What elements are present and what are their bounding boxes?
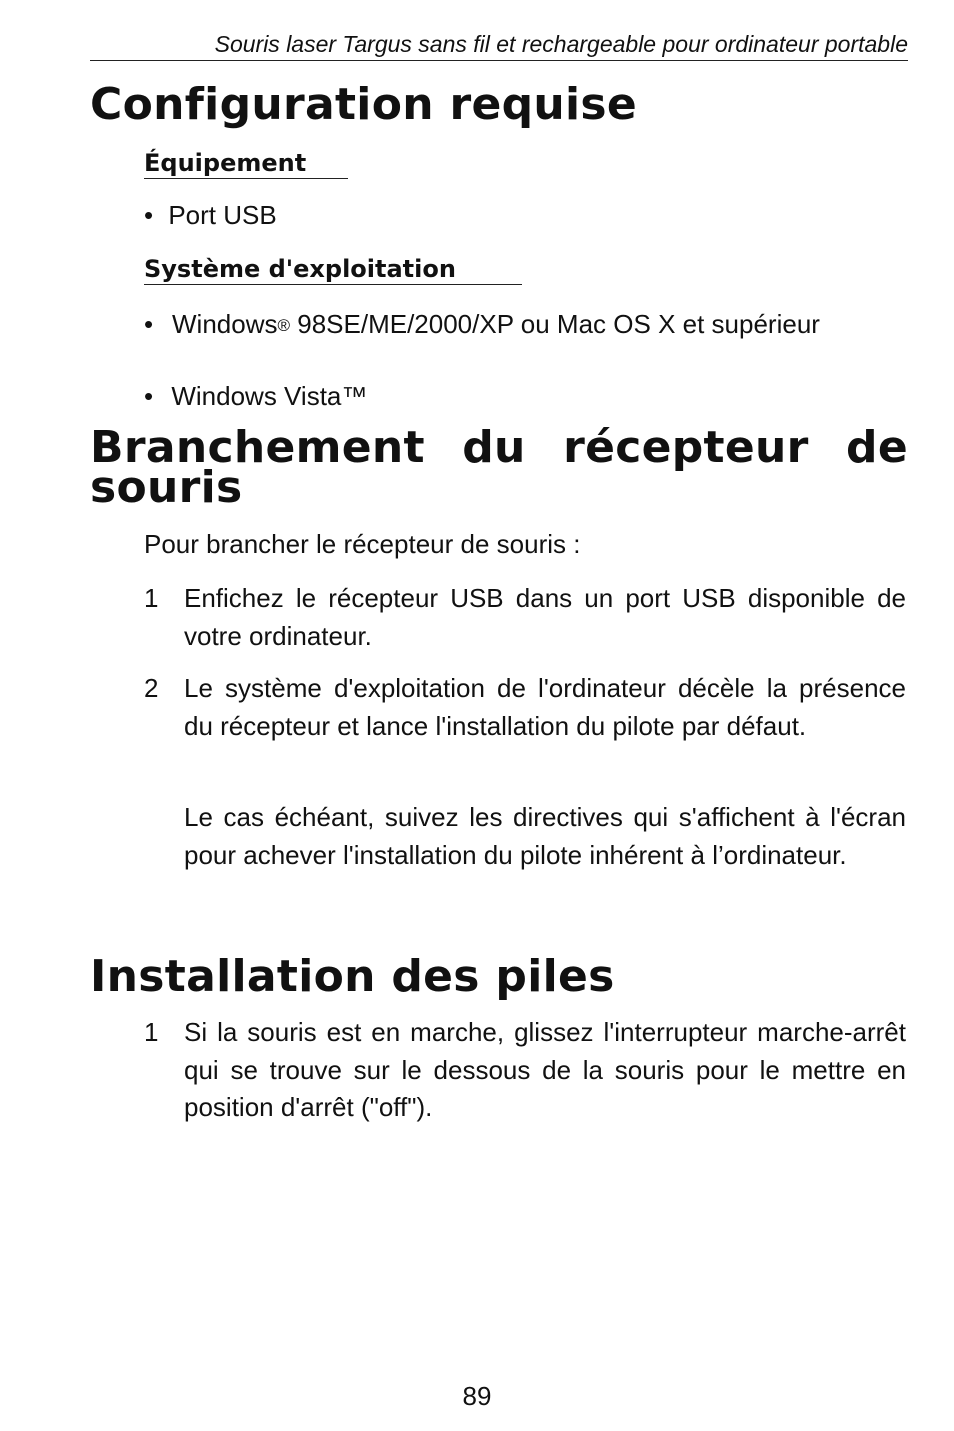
section-title-batteries: Installation des piles [90,951,615,1002]
step-number: 1 [144,583,159,613]
receiver-note: Le cas échéant, suivez les directives qui s'affichent à l'écran pour achever l'installation du pilote inhérent à l’ordinateur. [184,802,906,870]
section-title-receiver: Branchement du récepteur de souris [90,422,908,513]
subheading-hardware: Équipement [144,148,348,179]
receiver-intro: Pour brancher le récepteur de souris : [144,529,581,559]
bullet-icon: • [144,309,154,339]
section-title-requirements: Configuration requise [90,79,638,130]
receiver-step-1: Enfichez le récepteur USB dans un port USB disponible de votre ordinateur. [184,583,906,651]
batteries-step-1: Si la souris est en marche, glissez l'interrupteur marche-arrêt qui se trouve sur le dessous de la souris pour le mettre en position d'arrêt ("off"). [184,1017,906,1122]
list-item-hardware: • Port USB [144,200,277,230]
page-number: 89 [462,1381,492,1411]
list-item-os-windows: Windows® 98SE/ME/2000/XP ou Mac OS X et supérieur [172,309,820,339]
step-number: 2 [144,673,159,703]
step-number: 1 [144,1017,159,1047]
subheading-os: Système d'exploitation [144,254,522,285]
bullet-icon: • [144,381,154,411]
list-item-os-vista: • Windows Vista™ [144,381,368,411]
receiver-step-2: Le système d'exploitation de l'ordinateur décèle la présence du récepteur et lance l'installation du pilote par défaut. [184,673,906,741]
bullet-icon: • [144,200,154,230]
running-header: Souris laser Targus sans fil et rechargeable pour ordinateur portable [90,30,908,61]
